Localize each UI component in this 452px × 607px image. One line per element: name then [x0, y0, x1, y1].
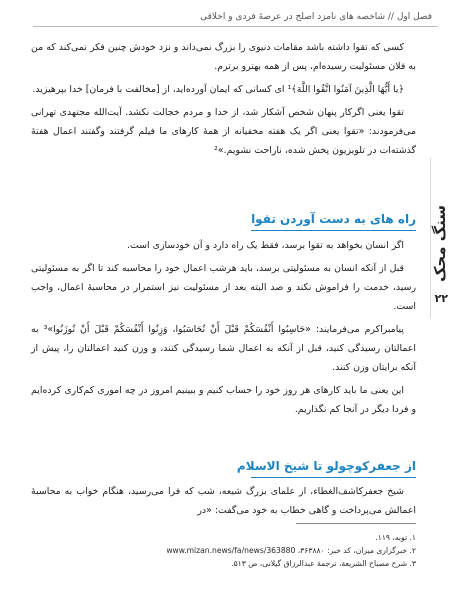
footnote-divider [296, 523, 416, 524]
section-1-paragraph-1: اگر انسان بخواهد به تقوا برسد، فقط یک راه دارد و آن خودسازی است. [127, 240, 404, 251]
intro-block [31, 38, 416, 160]
footnote-2-text: ۲. خبرگزاری میزان، کد خبر: ۳۶۳۸۸۰، [297, 546, 416, 555]
footnote-2 [31, 544, 416, 557]
intro-paragraph-2: ﴿یا أَيُّهَا الَّذِينَ آمَنُوا اتَّقُوا اللَّهَ﴾¹ ای کسانی که ایمان آورده‌اید، از [مخالفت با فرمان] خدا بپرهیزید. [32, 84, 404, 95]
footnotes [31, 531, 416, 570]
section-heading-underline [251, 230, 416, 231]
section-2-paragraph-1: شیخ جعفرکاشف‌الغطاء، از علمای بزرگ شیعه، شب که فرا می‌رسید، هنگام خواب به محاسبهٔ اعمالش می‌پرداخت و گاهی خطاب به خود می‌گفت: «در [31, 486, 416, 516]
footnote-2-url: www.mizan.news/fa/news/363880 [166, 546, 296, 555]
footnote-3: ۳. شرح مصباح الشریعة، ترجمهٔ عبدالرزاق گیلانی، ص ۵۱۳. [231, 559, 416, 568]
section-1-paragraph-4: این یعنی ما باید کارهای هر روز خود را حساب کنیم و ببینیم امروز در چه اموری کم‌کاری کرده‌ایم و فردا دیگر در آنجا کم نگذاریم. [31, 385, 416, 415]
footnote-1: ۱. توبه، ۱۱۹. [375, 533, 416, 542]
side-book-title: سنگ محک [431, 205, 449, 282]
intro-paragraph-3: تقوا یعنی اگرکار پنهان شخص آشکار شد، از خدا و مردم خجالت نکشد. آیت‌الله مجتهدی تهرانی می‌فرمودند: «تقوا یعنی اگر یک هفته مخفیانه از همهٔ کارهای ما فیلم گرفتند وگفتند اعمال هفتهٔ گذشته‌ات در تلویزیون پخش شده، ناراحت نشویم.»² [31, 107, 416, 156]
section-heading-underline [251, 477, 416, 478]
section-heading-obtaining-taqwa: راه های به دست آوردن تقوا [251, 212, 416, 226]
section-2-body [31, 482, 416, 520]
intro-paragraph-1: کسی که تقوا داشته باشد مقامات دنیوی را بزرگ نمی‌داند و نزد خودش چنین فکر نمی‌کند که من به فلان مسئولیت رسیده‌ام، پس از همه بهترو برترم. [31, 42, 416, 72]
section-heading-jafar: از جعفرکوچولو تا شیخ الاسلام [236, 459, 416, 473]
running-header: فصل اول // شاخصه های نامزد اصلح در عرصهٔ فردی و اخلاقی [200, 12, 432, 22]
section-1-paragraph-2: قبل از آنکه انسان به مسئولیتی برسد، باید هرشب اعمال خود را محاسبه کند تا اگر به مسئولیتی رسید، خدمت را فراموش نکند و صد البته بعد از مسئولیت نیز استمرار در محاسبهٔ اعمال، واجب است. [31, 263, 416, 312]
page-number: ۲۲ [434, 292, 448, 305]
section-1-paragraph-3: پیامبراکرم می‌فرمایند: «حَاسِبُوا أَنْفُسَكُمْ قَبْلَ أَنْ تُحَاسَبُوا، وَزِنُوا أَنْفُسَكُمْ قَبْلَ أَنْ تُوزَنُوا»³ به اعمالتان رسیدگی کنید، قبل از آنکه به اعمال شما رسیدگی کنند، و وزن کنید اعمالتان را، پیش از آنکه برایتان وزن کنند. [31, 324, 416, 373]
header-divider [33, 26, 438, 27]
section-1-body [31, 236, 416, 419]
